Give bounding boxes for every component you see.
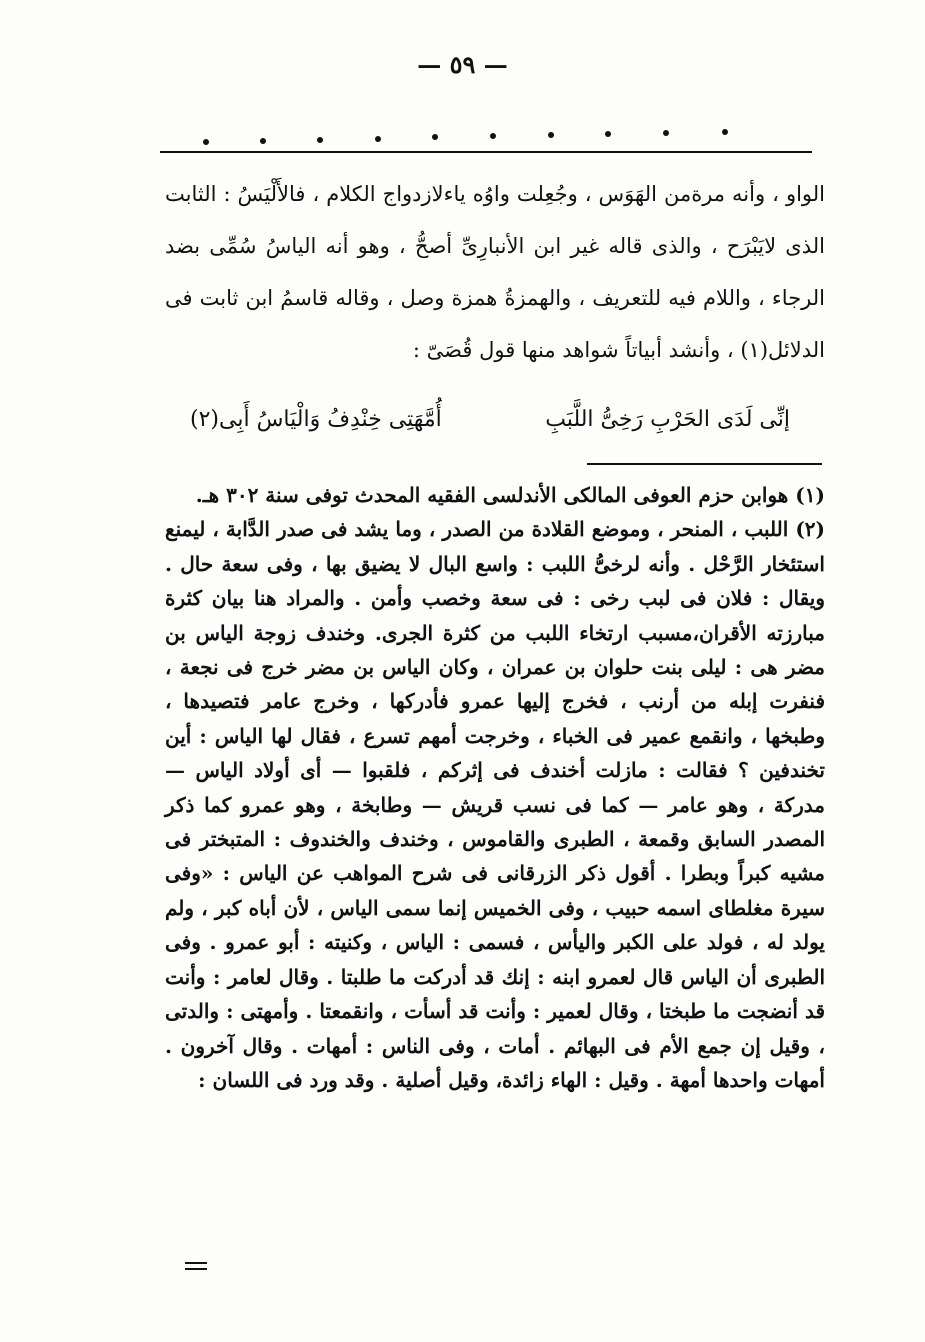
dot — [203, 139, 209, 145]
dot — [548, 132, 554, 138]
main-text — [165, 168, 825, 376]
footnotes — [165, 478, 825, 1097]
ornamental-dots — [195, 132, 730, 152]
dot — [605, 131, 611, 137]
dot — [317, 137, 323, 143]
dot — [663, 130, 669, 136]
poetry-verse — [190, 400, 790, 440]
verse-second-hemistich: أُمَّهَتِى خِنْدِفُ وَالْيَاسُ أَبِى(٢) — [190, 407, 442, 432]
footnote-1: (١) هوابن حزم العوفى المالكى الأندلسى الفقيه المحدث توفى سنة ٣٠٢ هـ. — [195, 483, 825, 507]
page-end-mark — [185, 1262, 207, 1264]
dot — [432, 134, 438, 140]
page-number: — ٥٩ — — [417, 50, 508, 79]
footnote-2: (٢) اللبب ، المنحر ، وموضع القلادة من الصدر ، وما يشد فى صدر الدَّابة ، ليمنع استئخار الرَّحْل . وأنه لرخىُّ اللبب : واسع البال لا يضيق بها ، وفى سعة حال . ويقال : فلان فى لبب رخى : فى سعة وخصب وأمن . والمراد هنا بيان كثرة مبارزته الأقران،مسبب ارتخاء اللبب من كثرة الجرى. وخندف زوجة الياس بن مضر هى : ليلى بنت حلوان بن عمران ، وكان الياس بن مضر خرج فى نجعة ، فنفرت إبله من أرنب ، فخرج إليها عمرو فأدركها ، وخرج عامر فتصيدها ، وطبخها ، وانقمع عمير فى الخباء ، وخرجت أمهم تسرع ، فقال لها الياس : أين تخندفين ؟ فقالت : مازلت أخندف فى إثركم ، فلقبوا — أى أولاد الياس — مدركة ، وهو عامر — كما فى نسب قريش — وطابخة ، وهو عمرو كما ذكر المصدر السابق وقمعة ، الطبرى والقاموس ، وخندف والخندوف : المتبختر فى مشيه كبراً وبطرا . أقول ذكر الزرقانى فى شرح المواهب عن الياس : «وفى سيرة مغلطاى اسمه حبيب ، وفى الخميس إنما سمى الياس ، لأن أباه كبر ، ولم يولد له ، فولد على الكبر واليأس ، فسمى : الياس ، وكنيته : أبو عمرو . وفى الطبرى أن الياس قال لعمرو ابنه : إنك قد أدركت ما طلبتا . وقال لعامر : وأنت قد أنضجت ما طبختا ، وقال لعمير : وأنت قد أسأت ، وانقمعتا . وأمهتى : والدتى ، وقيل إن جمع الأم فى البهائم . أمات ، وفى الناس : أمهات . وقال آخرون . أمهات واحدها أمهة . وقيل : الهاء زائدة، وقيل أصلية . وقد ورد فى اللسان : — [165, 517, 825, 1092]
footnote-divider — [587, 463, 822, 465]
dot — [375, 136, 381, 142]
dot — [490, 133, 496, 139]
top-divider — [160, 151, 812, 153]
verse-first-hemistich: إنِّى لَدَى الحَرْبِ رَخِىُّ اللَّبَبِ — [545, 407, 790, 432]
dot — [722, 129, 728, 135]
dot — [260, 138, 266, 144]
main-paragraph: الواو ، وأنه مرةمن الهَوَس ، وجُعِلت واوُه ياءلازدواج الكلام ، فالأَلْيَسُ : الثابت الذى لايَبْرَح ، والذى قاله غير ابن الأنبارِىِّ أصحُّ ، وهو أنه الياسُ سُمِّى بضد الرجاء ، واللام فيه للتعريف ، والهمزةُ همزة وصل ، وقاله قاسمُ ابن ثابت فى الدلائل(١) ، وأنشد أبياتاً شواهد منها قول قُصَىّ : — [165, 182, 825, 362]
